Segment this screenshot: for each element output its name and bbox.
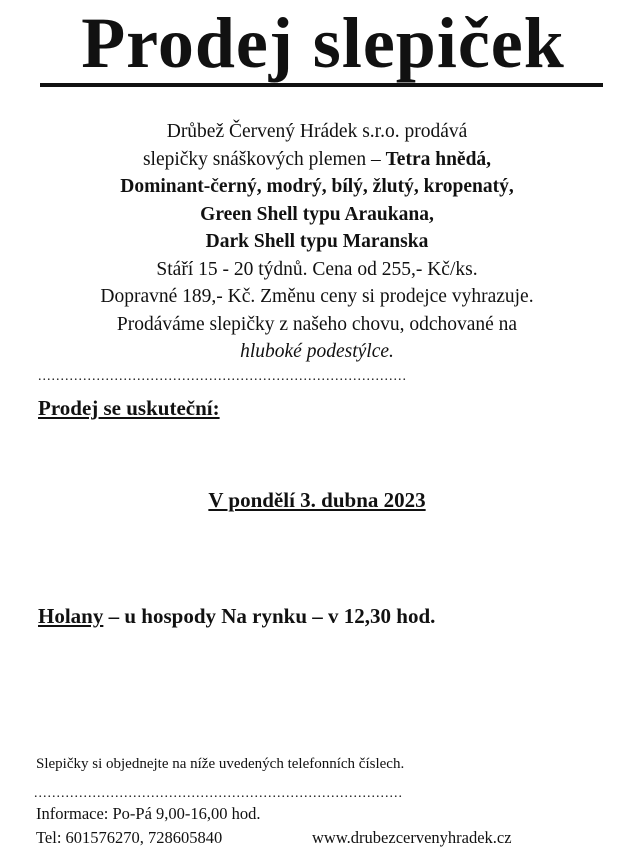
intro-line-3: Dominant-černý, modrý, bílý, žlutý, kropenatý, (120, 176, 514, 197)
intro-line-2-bold: Tetra hnědá, (385, 148, 492, 170)
intro-line-2 (20, 146, 614, 174)
intro-line-9: hluboké podestýlce. (240, 341, 394, 362)
section-heading: Prodej se uskuteční: (38, 396, 220, 420)
phone-numbers: Tel: 601576270, 728605840 (36, 828, 223, 847)
sale-place-detail: – u hospody Na rynku – v 12,30 hod. (103, 604, 436, 628)
info-hours: Informace: Po-Pá 9,00-16,00 hod. (36, 804, 261, 823)
page-title: Prodej slepiček (81, 3, 565, 83)
intro-line-2-regular: slepičky snáškových plemen – (142, 148, 386, 170)
intro-line-7: Dopravné 189,- Kč. Změnu ceny si prodejce vyhrazuje. (100, 286, 534, 307)
intro-line-8: Prodáváme slepičky z našeho chovu, odchované na (116, 313, 518, 335)
website-link[interactable]: www.drubezcervenyhradek.cz (312, 828, 512, 847)
sale-date (0, 488, 634, 513)
intro-paragraph (20, 118, 614, 366)
sale-town: Holany (38, 604, 104, 628)
order-note: Slepičky si objednejte na níže uvedených telefonních číslech. (36, 756, 405, 772)
intro-line-4: Green Shell typu Araukana, (200, 203, 434, 225)
sale-place (38, 604, 435, 629)
intro-line-5: Dark Shell typu Maranska (205, 231, 429, 252)
title-underline (40, 83, 603, 87)
intro-line-1: Drůbež Červený Hrádek s.r.o. prodává (166, 121, 468, 142)
dotted-separator-bottom: .................................................................................. (34, 789, 403, 799)
intro-line-6: Stáří 15 - 20 týdnů. Cena od 255,- Kč/ks. (156, 258, 478, 280)
dotted-separator-top: .................................................................................. (38, 372, 407, 382)
sale-date-text: V pondělí 3. dubna 2023 (208, 488, 426, 512)
